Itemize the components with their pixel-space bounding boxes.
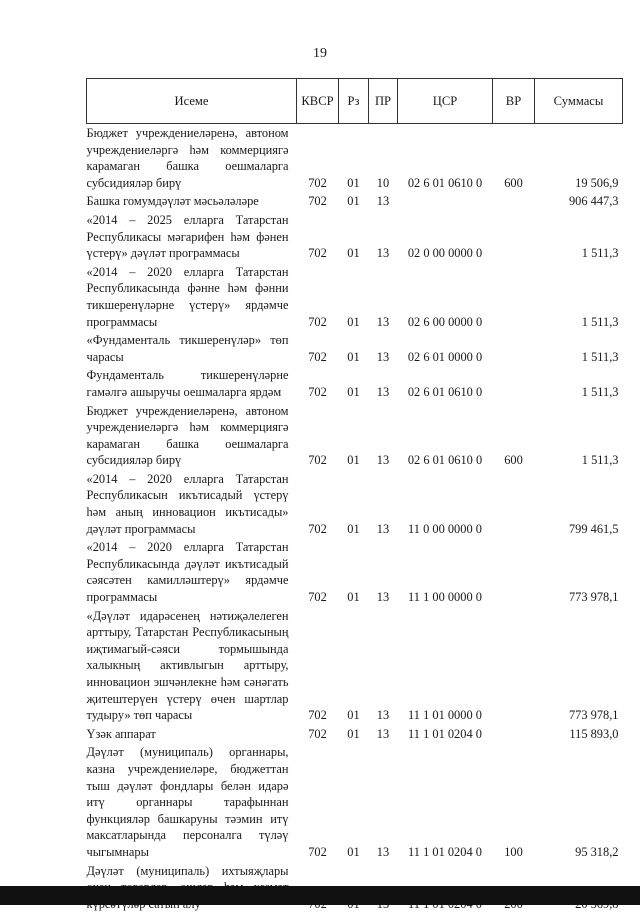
- table-header-row: [87, 79, 623, 124]
- cell-sum: 95 318,2: [535, 744, 623, 862]
- cell-csr: 02 6 01 0610 0: [398, 367, 493, 402]
- header-rz: Рз: [339, 79, 369, 124]
- header-pr: ПР: [369, 79, 398, 124]
- cell-kvsr: 702: [297, 403, 339, 471]
- table-row: [87, 744, 623, 862]
- table-row: [87, 367, 623, 402]
- cell-pr: 13: [369, 332, 398, 367]
- cell-name: Бюджет учреждениеләренә, автоном учреждениеләргә һәм коммерциягә карамаган башка оешмаларга субсидияләр бирү: [87, 403, 297, 471]
- cell-sum: 773 978,1: [535, 539, 623, 607]
- cell-rz: 01: [339, 608, 369, 726]
- cell-pr: 13: [369, 264, 398, 332]
- header-sum: Суммасы: [535, 79, 623, 124]
- cell-kvsr: 702: [297, 264, 339, 332]
- cell-name: «Фундаменталь тикшеренүләр» төп чарасы: [87, 332, 297, 367]
- cell-csr: 11 1 01 0204 0: [398, 726, 493, 745]
- cell-vr: [493, 193, 535, 212]
- scan-bottom-edge: [0, 886, 640, 905]
- cell-csr: 02 0 00 0000 0: [398, 212, 493, 264]
- table-row: [87, 264, 623, 332]
- cell-kvsr: 702: [297, 193, 339, 212]
- header-name: Исеме: [87, 79, 297, 124]
- cell-csr: 11 1 01 0204 0: [398, 744, 493, 862]
- cell-pr: 13: [369, 367, 398, 402]
- cell-vr: [493, 367, 535, 402]
- cell-csr: 02 6 00 0000 0: [398, 264, 493, 332]
- cell-vr: 600: [493, 403, 535, 471]
- cell-name: Дәүләт (муниципаль) ихтыяҗлары: [87, 863, 297, 914]
- cell-pr: 13: [369, 608, 398, 726]
- cell-vr: [493, 539, 535, 607]
- cell-sum: 1 511,3: [535, 403, 623, 471]
- cell-csr: [398, 193, 493, 212]
- page-number: 19: [0, 46, 640, 62]
- cell-name: Бюджет учреждениеләренә, автоном учреждениеләргә һәм коммерциягә карамаган башка оешмаларга субсидияләр бирү: [87, 124, 297, 194]
- cell-pr: 13: [369, 726, 398, 745]
- header-vr: ВР: [493, 79, 535, 124]
- cell-rz: 01: [339, 744, 369, 862]
- cell-sum: 115 893,0: [535, 726, 623, 745]
- cell-sum: 1 511,3: [535, 367, 623, 402]
- cell-sum: 1 511,3: [535, 212, 623, 264]
- cell-rz: 01: [339, 726, 369, 745]
- cell-name: «2014 – 2025 елларга Татарстан Республикасы мәгарифен һәм фәнен үстерү» дәүләт программасы: [87, 212, 297, 264]
- cell-vr: [493, 264, 535, 332]
- cell-name: Башка гомумдәүләт мәсьәләләре: [87, 193, 297, 212]
- cell-vr: 100: [493, 744, 535, 862]
- cell-kvsr: 702: [297, 367, 339, 402]
- cell-name: «Дәүләт идарәсенең нәтиҗәлелеген арттыру, Татарстан Республикасының иҗтимагый-сәяси тормышында халыкның активлыгын арттыру, инновацион эшчәнлекне һәм сәнәгать җитештерүен үстерү өчен шартлар тудыру» төп чарасы: [87, 608, 297, 726]
- cell-name: Дәүләт (муниципаль) органнары, казна учреждениеләре, бюджеттан тыш дәүләт фондлары белән идарә итү органнары тарафыннан функцияләр башкаруны тәэмин итү максатларында персоналга түләү чыгымнары: [87, 744, 297, 862]
- cell-rz: 01: [339, 539, 369, 607]
- table-row: [87, 124, 623, 194]
- cell-rz: 01: [339, 193, 369, 212]
- cell-csr: 02 6 01 0610 0: [398, 403, 493, 471]
- cell-sum: 1 511,3: [535, 332, 623, 367]
- cell-name: «2014 – 2020 елларга Татарстан Республикасында фәнне һәм фәнни тикшеренүләрне үстерү» ярдәмче программасы: [87, 264, 297, 332]
- cell-vr: 600: [493, 124, 535, 194]
- cell-sum: 773 978,1: [535, 608, 623, 726]
- cell-kvsr: 702: [297, 744, 339, 862]
- cell-sum: 799 461,5: [535, 471, 623, 539]
- cell-csr: 11 1 00 0000 0: [398, 539, 493, 607]
- budget-table: [86, 78, 623, 914]
- cell-kvsr: 702: [297, 471, 339, 539]
- table-row: [87, 332, 623, 367]
- cell-vr: [493, 608, 535, 726]
- cell-rz: 01: [339, 403, 369, 471]
- cell-rz: 01: [339, 332, 369, 367]
- cell-pr: 13: [369, 539, 398, 607]
- cell-vr: [493, 471, 535, 539]
- table-row: [87, 726, 623, 745]
- cell-pr: 13: [369, 212, 398, 264]
- cell-rz: 01: [339, 264, 369, 332]
- table-row: [87, 212, 623, 264]
- table-row: [87, 471, 623, 539]
- cell-kvsr: 702: [297, 726, 339, 745]
- cell-rz: 01: [339, 212, 369, 264]
- table-body: [87, 124, 623, 914]
- cell-csr: 11 0 00 0000 0: [398, 471, 493, 539]
- cell-csr: 02 6 01 0610 0: [398, 124, 493, 194]
- cell-pr: 13: [369, 403, 398, 471]
- cell-sum: 1 511,3: [535, 264, 623, 332]
- cell-sum: 19 506,9: [535, 124, 623, 194]
- cell-kvsr: 702: [297, 212, 339, 264]
- table-row: [87, 403, 623, 471]
- header-csr: ЦСР: [398, 79, 493, 124]
- cell-pr: 13: [369, 193, 398, 212]
- cell-csr: 11 1 01 0000 0: [398, 608, 493, 726]
- cell-name: «2014 – 2020 елларга Татарстан Республикасын икътисадый үстерү һәм аның инновацион икътисады» дәүләт программасы: [87, 471, 297, 539]
- cell-rz: 01: [339, 367, 369, 402]
- table-row: [87, 193, 623, 212]
- cell-kvsr: 702: [297, 124, 339, 194]
- cell-rz: 01: [339, 124, 369, 194]
- cell-pr: 13: [369, 471, 398, 539]
- cell-name: «2014 – 2020 елларга Татарстан Республикасында дәүләт икътисадый сәясәтен камилләштерү» ярдәмче программасы: [87, 539, 297, 607]
- table-row: [87, 539, 623, 607]
- cell-vr: [493, 726, 535, 745]
- cell-sum: 906 447,3: [535, 193, 623, 212]
- header-kvsr: КВСР: [297, 79, 339, 124]
- cell-kvsr: 702: [297, 539, 339, 607]
- cell-csr: 02 6 01 0000 0: [398, 332, 493, 367]
- cell-kvsr: 702: [297, 332, 339, 367]
- cell-name: Фундаменталь тикшеренүләрне гамәлгә ашыручы оешмаларга ярдәм: [87, 367, 297, 402]
- cell-kvsr: 702: [297, 608, 339, 726]
- cell-rz: 01: [339, 471, 369, 539]
- cell-name: Үзәк аппарат: [87, 726, 297, 745]
- cell-pr: 10: [369, 124, 398, 194]
- cell-vr: [493, 332, 535, 367]
- table-row: [87, 608, 623, 726]
- cell-pr: 13: [369, 744, 398, 862]
- cell-vr: [493, 212, 535, 264]
